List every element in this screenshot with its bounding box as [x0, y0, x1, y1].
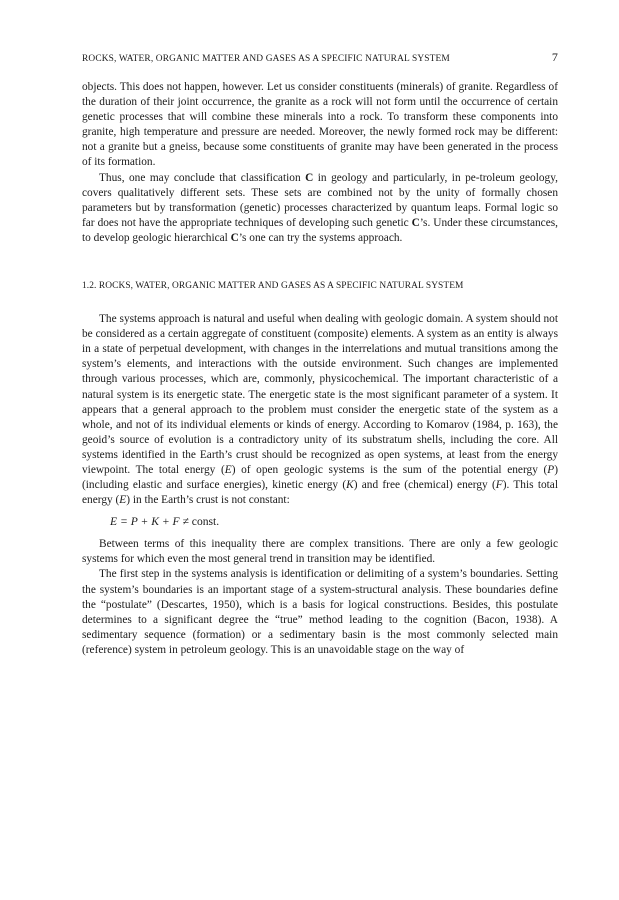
page-number: 7	[551, 50, 558, 64]
symbol-c: C	[305, 171, 314, 184]
text-run: ) of open geologic systems is the sum of the potential energy (	[231, 463, 548, 476]
symbol-e: E	[224, 463, 232, 476]
text-run: ). This total energy (	[82, 479, 558, 507]
text-run: ) (including elastic and surface energies), kinetic energy (	[82, 463, 558, 492]
symbol-c: C	[411, 216, 420, 229]
paragraph-classification	[82, 171, 558, 246]
paragraph-first-step: The first step in the systems analysis is identification or delimiting of a system’s boundaries. Setting the system’s boundaries is an important stage of a system-structural analysis. These boundaries define the “postulate” (Descartes, 1950), which is a basis for logical constructions. Besides, this postulate determines to a significant degree the “true” method leading to the cognition (Bacon, 1938). A sedimentary sequence (formation) or a sedimentary basin is the most commonly selected main (reference) system in petroleum geology. This is an unavoidable stage on the way of	[82, 568, 558, 656]
running-header	[82, 50, 558, 66]
paragraph-objects: objects. This does not happen, however. Let us consider constituents (minerals) of granite. Regardless of the duration of their joint occurrence, the granite as a rock will not form until the occurrence of certain genetic processes that will combine these minerals into a rock. To transform these components into granite, high temperature and pressure are needed. Moreover, the newly formed rock may be different: not a granite but a gneiss, because some constituents of granite may have been generated in the process of its formation.	[82, 81, 558, 169]
text-run: ) in the Earth’s crust is not constant:	[126, 494, 290, 507]
running-title: ROCKS, WATER, ORGANIC MATTER AND GASES AS A SPECIFIC NATURAL SYSTEM	[82, 54, 450, 64]
equation-lhs: E = P + K + F ≠	[110, 515, 192, 529]
symbol-e: E	[119, 494, 127, 507]
text-run: ’s one can try the systems approach.	[238, 231, 403, 244]
text-run: Thus, one may conclude that classification	[99, 171, 306, 184]
paragraph-inequality: Between terms of this inequality there are complex transitions. There are only a few geologic systems for which even the most general trend in transition may be identified.	[82, 538, 558, 566]
equation-rhs: const.	[191, 515, 220, 529]
text-run: ’s. Under these circumstances, to develop geologic hierarchical	[82, 216, 559, 244]
page	[82, 50, 558, 658]
section-heading: 1.2. ROCKS, WATER, ORGANIC MATTER AND GASES AS A SPECIFIC NATURAL SYSTEM	[82, 281, 464, 292]
symbol-k: K	[346, 479, 354, 492]
paragraph-systems-approach	[82, 312, 558, 508]
text-run: in geology and particularly, in pe-troleum geology, covers qualitatively different sets. These sets are combined not by the unity of formally chosen parameters but by transformation (genetic) processes characterized by quantum leaps. Formal logic so far does not have the appropriate techniques of developing such genetic	[82, 171, 558, 229]
text-run: The systems approach is natural and useful when dealing with geologic domain. A system should not be considered as a certain aggregate of constituent (composite) elements. A system as an entity is always in a state of perpetual development, with changes in the interrelations and mutual transitions among the system’s elements, and interactions with the outside environment. Such changes are implemented through various processes, which are, commonly, physicochemical. The important characteristic of a natural system is its energetic state. The energetic state is the most significant parameter of a system. It appears that a general approach to the problem must consider the energetic state of the system as a whole, and not of its individual elements or kinds of energy. According to Komarov (1984, p. 163), the geoid’s source of evolution is a contradictory unity of its substratum shells, including the core. All systems identified in the Earth’s crust should be recognized as open systems, at least from the energy viewpoint. The total energy (	[82, 313, 558, 476]
symbol-c: C	[230, 231, 239, 244]
symbol-f: F	[495, 479, 503, 492]
symbol-p: P	[547, 463, 555, 476]
text-run: ) and free (chemical) energy (	[353, 479, 496, 492]
energy-equation	[110, 514, 558, 530]
